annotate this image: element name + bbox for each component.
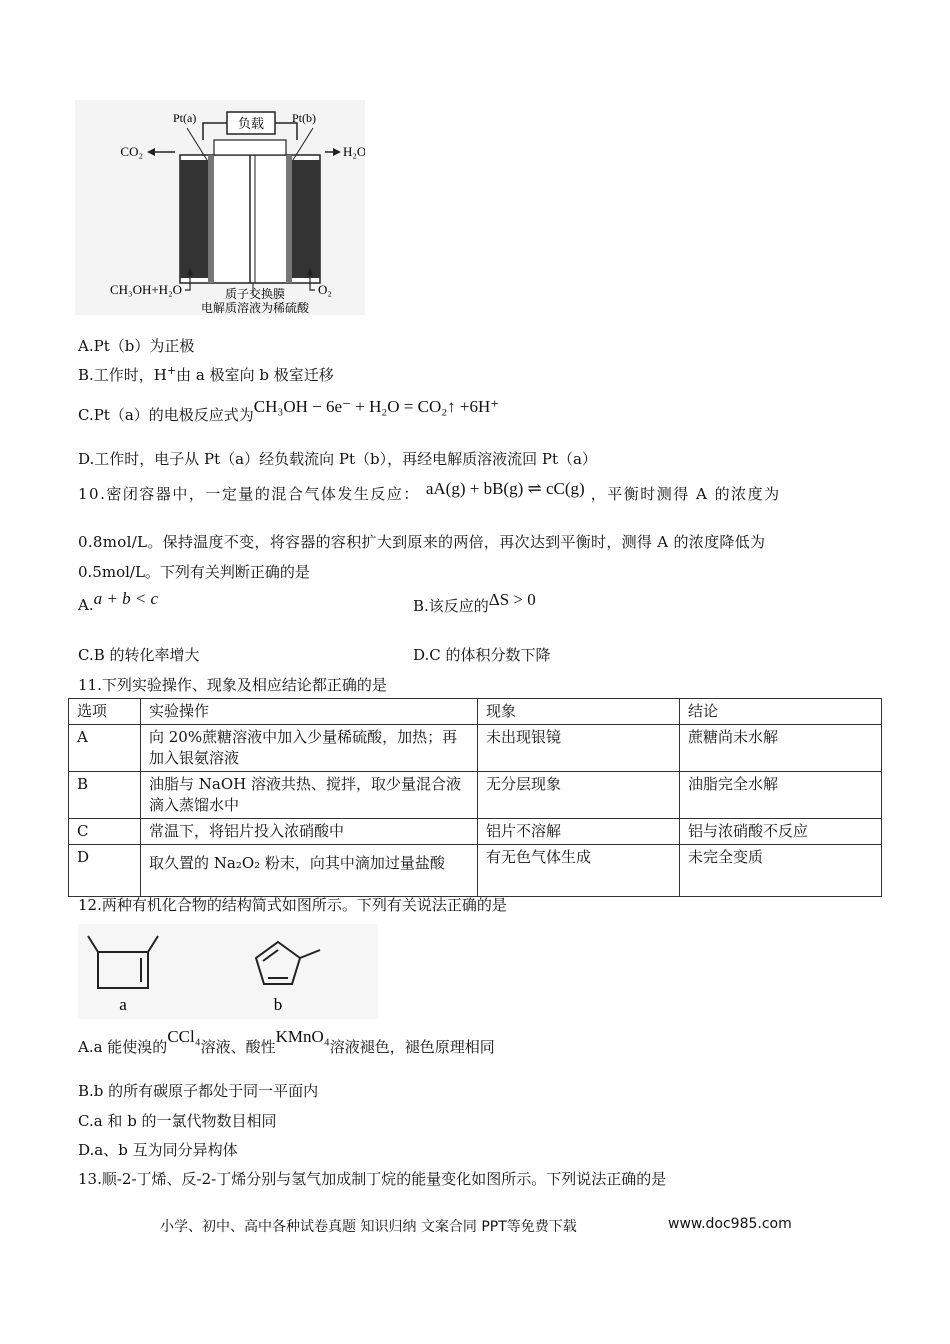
electrolyte-label: 电解质溶液为稀硫酸 [200, 301, 310, 315]
q13-stem: 13.顺-2-丁烯、反-2-丁烯分别与氢气加成制丁烷的能量变化如图所示。下列说法正确的是 [78, 1170, 667, 1188]
table-row [69, 725, 882, 772]
q9-b-post: 由 a 极室向 b 极室迁移 [176, 366, 334, 384]
cell-operation: 油脂与 NaOH 溶液共热、搅拌，取少量混合液滴入蒸馏水中 [141, 772, 478, 819]
q10-stem-line1 [78, 478, 781, 503]
q12-option-a [78, 1026, 495, 1056]
cell-option: C [69, 819, 141, 845]
cell-conclusion: 蔗糖尚未水解 [680, 725, 882, 772]
q10-stem-line3: 0.5mol/L。下列有关判断正确的是 [78, 563, 310, 581]
q9-b-pre: B.工作时，H [78, 366, 167, 384]
q10-b-equation: ΔS > 0 [488, 590, 536, 609]
q9-option-a: A.Pt（b）为正极 [78, 337, 195, 355]
q10-stem-line2: 0.8mol/L。保持温度不变，将容器的容积扩大到原来的两倍，再次达到平衡时，测得 A 的浓度降低为 [78, 533, 766, 551]
header-operation: 实验操作 [141, 699, 478, 725]
q9-b-sup: + [166, 364, 177, 377]
load-label: 负载 [237, 117, 265, 132]
q12-option-b: B.b 的所有碳原子都处于同一平面内 [78, 1082, 319, 1100]
q10-stem-pre: 10.密闭容器中，一定量的混合气体发生反应： [78, 485, 420, 503]
q10-option-c: C.B 的转化率增大 [78, 646, 200, 664]
cell-phenomenon: 无分层现象 [478, 772, 680, 819]
q9-option-c [78, 396, 500, 424]
q10-option-a [78, 589, 159, 614]
q12-a-post: 溶液褪色，褪色原理相同 [329, 1038, 495, 1056]
q10-option-d: D.C 的体积分数下降 [413, 646, 551, 664]
q9-c-equation: CH₃OH − 6e⁻ + H₂O = CO₂↑ +6H⁺ [253, 397, 500, 416]
q12-a-mid: 溶液、酸性 [200, 1038, 276, 1056]
q12-option-c: C.a 和 b 的一氯代物数目相同 [78, 1112, 277, 1130]
h2o-out-label: H₂O [343, 144, 365, 159]
footer-url[interactable]: www.doc985.com [668, 1216, 792, 1232]
q11-table [68, 698, 882, 897]
q12-stem: 12.两种有机化合物的结构简式如图所示。下列有关说法正确的是 [78, 896, 507, 914]
ch3oh-label: CH₃OH+H₂O [109, 282, 182, 297]
q9-option-b [78, 364, 334, 385]
header-conclusion: 结论 [680, 699, 882, 725]
footer-text: 小学、初中、高中各种试卷真题 知识归纳 文案合同 PPT等免费下载 [160, 1219, 577, 1235]
q10-stem-post: ，平衡时测得 A 的浓度为 [590, 485, 781, 503]
table-row [69, 772, 882, 819]
q9-c-pre: C.Pt（a）的电极反应式为 [78, 406, 254, 424]
cell-operation: 常温下，将铝片投入浓硝酸中 [141, 819, 478, 845]
table-header-row [69, 699, 882, 725]
cell-phenomenon: 未出现银镜 [478, 725, 680, 772]
cell-option: B [69, 772, 141, 819]
structure-diagram [78, 924, 378, 1019]
co2-label: CO₂ [120, 144, 143, 159]
q12-structures [78, 924, 378, 1019]
cell-option: A [69, 725, 141, 772]
cell-conclusion: 油脂完全水解 [680, 772, 882, 819]
q10-a-equation: a + b < c [93, 589, 159, 608]
fuel-cell-diagram [75, 100, 365, 315]
q10-equation: aA(g) + bB(g) ⇌ cC(g) [425, 479, 585, 498]
label-a: a [119, 995, 127, 1014]
cell-conclusion: 未完全变质 [680, 845, 882, 897]
cell-conclusion: 铝与浓硝酸不反应 [680, 819, 882, 845]
table-row [69, 819, 882, 845]
cell-operation: 取久置的 Na₂O₂ 粉末，向其中滴加过量盐酸 [141, 845, 478, 897]
cell-phenomenon: 铝片不溶解 [478, 819, 680, 845]
cell-operation: 向 20%蔗糖溶液中加入少量稀硫酸，加热；再加入银氨溶液 [141, 725, 478, 772]
pt-a-label: Pt(a) [173, 111, 197, 125]
q12-option-d: D.a、b 互为同分异构体 [78, 1141, 238, 1159]
cell-phenomenon: 有无色气体生成 [478, 845, 680, 897]
q9-option-d: D.工作时，电子从 Pt（a）经负载流向 Pt（b），再经电解质溶液流回 Pt（a） [78, 450, 597, 468]
label-b: b [273, 995, 283, 1014]
q10-a-pre: A. [78, 596, 94, 614]
q11-stem: 11.下列实验操作、现象及相应结论都正确的是 [78, 676, 387, 694]
fuel-cell-figure [75, 100, 365, 315]
q10-option-b [413, 589, 536, 615]
header-phenomenon: 现象 [478, 699, 680, 725]
q12-a-pre: A.a 能使溴的 [78, 1038, 168, 1056]
table-row [69, 845, 882, 897]
q10-b-pre: B.该反应的 [413, 597, 489, 615]
q12-a-kmno4: KMnO₄ [275, 1027, 330, 1046]
q12-a-ccl4: CCl₄ [167, 1027, 201, 1046]
o2-label: O₂ [318, 282, 332, 297]
pt-b-label: Pt(b) [292, 111, 316, 125]
header-option: 选项 [69, 699, 141, 725]
membrane-label: 质子交换膜 [224, 287, 286, 301]
cell-option: D [69, 845, 141, 897]
